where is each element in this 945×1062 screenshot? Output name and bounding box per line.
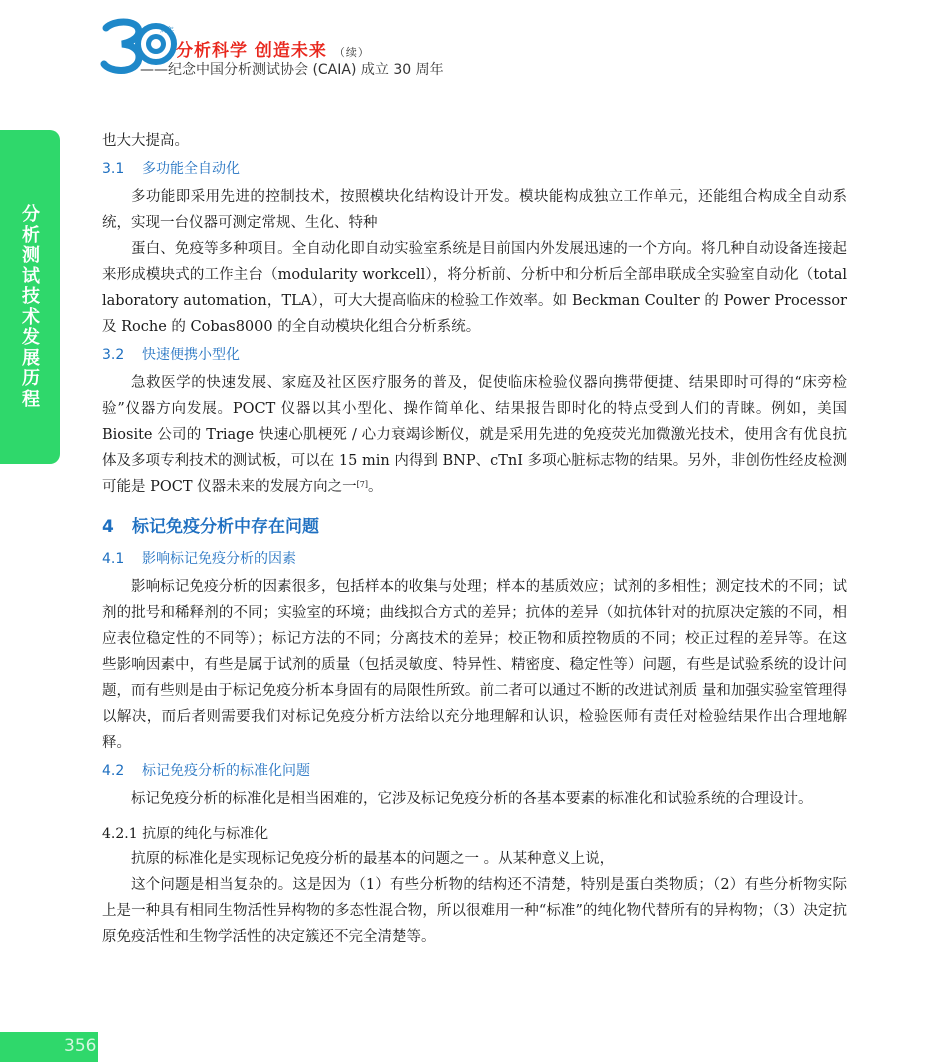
citation-reference: [7] bbox=[356, 480, 368, 489]
paragraph-end: 。 bbox=[367, 479, 383, 495]
section-number: 4.2 bbox=[102, 763, 125, 779]
paragraph: 蛋白、免疫等多种项目。全自动化即自动实验室系统是目前国内外发展迅速的一个方向。将几种自动设备连接起来形成模块式的工作主台（modularity workcell），将分析前、分析中和分析后全部串联成全实验室自动化（total laboratory automation，TLA），可大大提高临床的检验工作效率。如 Beckman Coulter 的 Power Processor 及 Roche 的 Cobas8000 的全自动模块化组合分析系统。 bbox=[102, 241, 847, 335]
chapter-side-tab-label: 分析测试技术发展历程 bbox=[22, 204, 40, 410]
header-subtitle: ——纪念中国分析测试协会 (CAIA) 成立 30 周年 bbox=[140, 62, 444, 78]
paragraph: 这个问题是相当复杂的。这是因为（1）有些分析物的结构还不清楚，特别是蛋白类物质；（2）有些分析物实际上是一种具有相同生物活性异构物的多态性混合物，所以很难用一种“标准”的纯化物代替所有的异构物；（3）决定抗原免疫活性和生物学活性的决定簇还不完全清楚等。 bbox=[102, 877, 847, 945]
paragraph: 抗原的标准化是实现标记免疫分析的最基本的问题之一 。从某种意义上说， bbox=[131, 851, 615, 867]
anniversary-label: 周年 bbox=[160, 26, 174, 34]
section-heading-3-2 bbox=[102, 344, 847, 366]
section-title: 快速便携小型化 bbox=[142, 347, 240, 363]
chapter-heading-4 bbox=[102, 514, 847, 540]
section-title: 多功能全自动化 bbox=[142, 161, 240, 177]
section-heading-4-2 bbox=[102, 760, 847, 782]
chapter-number: 4 bbox=[102, 517, 114, 537]
motto-text: 分析科学 创造未来 bbox=[176, 41, 327, 61]
section-title: 标记免疫分析的标准化问题 bbox=[142, 763, 310, 779]
paragraph-text: 急救医学的快速发展、家庭及社区医疗服务的普及，促使临床检验仪器向携带便捷、结果即时可得的“床旁检验”仪器方向发展。POCT 仪器以其小型化、操作简单化、结果报告即时化的特点受到人们的青睐。例如，美国 Biosite 公司的 Triage 快速心肌梗死 / 心力衰竭诊断仪，就是采用先进的免疫荧光加微激光技术，使用含有优良抗体及多项专利技术的测试板，可以在 15 min 内得到 BNP、cTnI 多项心脏标志物的结果。另外，非创伤性经皮检测可能是 POCT 仪器未来的发展方向之一 bbox=[102, 375, 847, 495]
chapter-title: 标记免疫分析中存在问题 bbox=[132, 517, 319, 537]
section-title: 影响标记免疫分析的因素 bbox=[142, 551, 296, 567]
section-number: 3.1 bbox=[102, 161, 125, 177]
subsection-heading-4-2-1: 4.2.1 抗原的纯化与标准化 bbox=[102, 826, 269, 842]
page-number: 356 bbox=[64, 1036, 97, 1056]
article-body bbox=[102, 128, 847, 950]
paragraph: 也大大提高。 bbox=[102, 133, 189, 149]
section-number: 4.1 bbox=[102, 551, 125, 567]
paragraph: 多功能即采用先进的控制技术，按照模块化结构设计开发。模块能构成独立工作单元，还能组合构成全自动系统，实现一台仪器可测定常规、生化、特种 bbox=[102, 189, 847, 231]
section-number: 3.2 bbox=[102, 347, 125, 363]
section-heading-3-1 bbox=[102, 158, 847, 180]
paragraph bbox=[102, 370, 847, 500]
motto-continued: （续） bbox=[333, 46, 370, 59]
paragraph: 标记免疫分析的标准化是相当困难的，它涉及标记免疫分析的各基本要素的标准化和试验系统的合理设计。 bbox=[131, 791, 813, 807]
header-motto bbox=[176, 36, 370, 61]
page-header bbox=[100, 18, 520, 88]
section-heading-4-1 bbox=[102, 548, 847, 570]
paragraph: 影响标记免疫分析的因素很多，包括样本的收集与处理；样本的基质效应；试剂的多相性；测定技术的不同；试剂的批号和稀释剂的不同；实验室的环境；曲线拟合方式的差异；抗体的差异（如抗体针对的抗原决定簇的不同，相应表位稳定性的不同等）；标记方法的不同；分离技术的差异；校正物和质控物质的不同；校正过程的差异等。在这些影响因素中，有些是属于试剂的质量（包括灵敏度、特异性、精密度、稳定性等）问题，有些是试验系统的设计问题，而有些则是由于标记免疫分析本身固有的局限性所致。前二者可以通过不断的改进试剂质 量和加强实验室管理得以解决，而后者则需要我们对标记免疫分析方法给以充分地理解和认识，检验医师有责任对检验结果作出合理地解释。 bbox=[102, 579, 847, 751]
